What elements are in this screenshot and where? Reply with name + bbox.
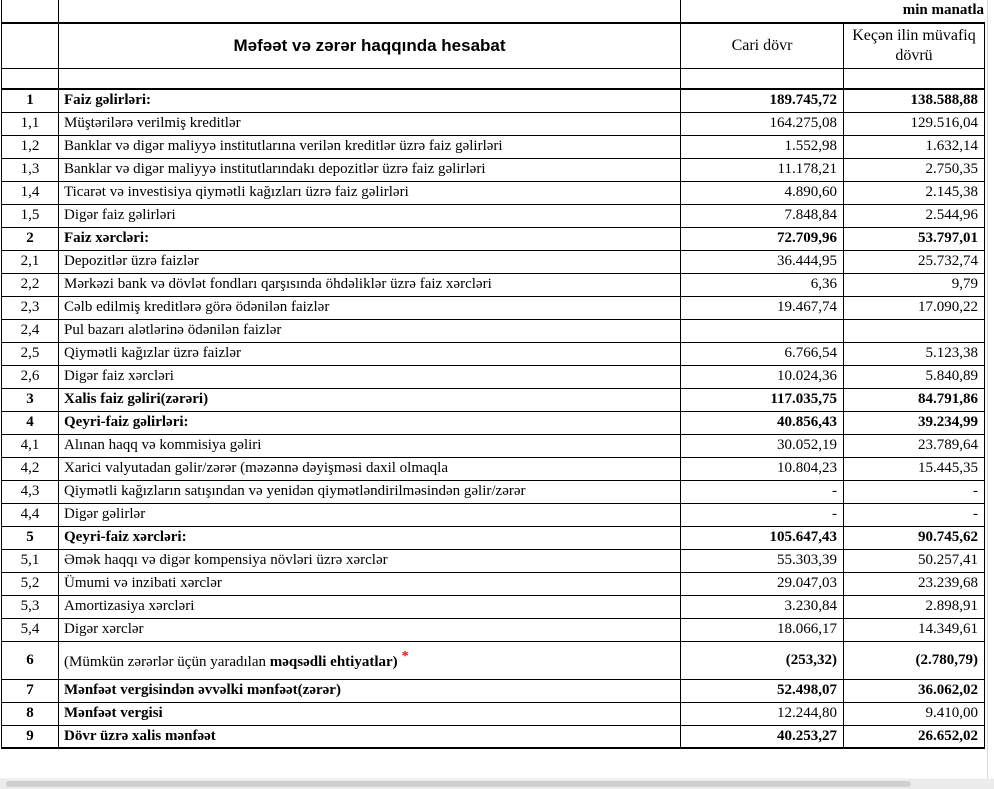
spacer-cell: [844, 68, 985, 89]
row-previous-value-cell: 2.750,35: [844, 158, 985, 181]
row-current-value-cell: 19.467,74: [681, 296, 844, 319]
table-row: [2, 503, 985, 526]
table-row: [2, 595, 985, 618]
row-label-cell: Digər xərclər: [59, 618, 681, 641]
footnote-asterisk: *: [401, 649, 409, 664]
row-current-value-cell: (253,32): [681, 641, 844, 679]
row-number-cell: 4,4: [2, 503, 59, 526]
row-current-value-cell: -: [681, 480, 844, 503]
table-row: [2, 702, 985, 725]
row-previous-value-cell: 15.445,35: [844, 457, 985, 480]
row-number-cell: 5,1: [2, 549, 59, 572]
row-label-cell: Dövr üzrə xalis mənfəət: [59, 725, 681, 748]
row-label-cell: Mərkəzi bank və dövlət fondları qarşısında öhdəliklər üzrə faiz xərcləri: [59, 273, 681, 296]
row-current-value-cell: 7.848,84: [681, 204, 844, 227]
table-row: [2, 296, 985, 319]
horizontal-scrollbar[interactable]: [0, 778, 994, 789]
row-current-value-cell: 40.856,43: [681, 411, 844, 434]
row-previous-value-cell: 5.840,89: [844, 365, 985, 388]
scrollbar-thumb[interactable]: [6, 781, 911, 787]
row-label-cell: Digər gəlirlər: [59, 503, 681, 526]
row-previous-value-cell: 2.145,38: [844, 181, 985, 204]
table-row: [2, 411, 985, 434]
column-header-current-period: Cari dövr: [681, 23, 844, 68]
row-current-value-cell: 4.890,60: [681, 181, 844, 204]
units-label: min manatla: [902, 2, 984, 18]
row-label-cell: [59, 641, 681, 679]
row-previous-value-cell: 14.349,61: [844, 618, 985, 641]
row-label-cell: Ümumi və inzibati xərclər: [59, 572, 681, 595]
row-number-cell: 2,6: [2, 365, 59, 388]
row-current-value-cell: 1.552,98: [681, 135, 844, 158]
row-previous-value-cell: 1.632,14: [844, 135, 985, 158]
row-current-value-cell: 18.066,17: [681, 618, 844, 641]
table-row: [2, 618, 985, 641]
table-row: [2, 227, 985, 250]
row-label-cell: Mənfəət vergisindən əvvəlki mənfəət(zərər): [59, 679, 681, 702]
row-number-cell: 3: [2, 388, 59, 411]
row-label-cell: Pul bazarı alətlərinə ödənilən faizlər: [59, 319, 681, 342]
row-label-cell: Digər faiz gəlirləri: [59, 204, 681, 227]
row-label-cell: Qeyri-faiz xərcləri:: [59, 526, 681, 549]
table-row: [2, 457, 985, 480]
right-gridline: [987, 0, 988, 778]
row-number-cell: 2,3: [2, 296, 59, 319]
row-current-value-cell: 55.303,39: [681, 549, 844, 572]
row-number-cell: 2,5: [2, 342, 59, 365]
table-row: [2, 342, 985, 365]
row-previous-value-cell: 9,79: [844, 273, 985, 296]
row-label-cell: Xalis faiz gəliri(zərəri): [59, 388, 681, 411]
row-number-cell: 9: [2, 725, 59, 748]
row-current-value-cell: 72.709,96: [681, 227, 844, 250]
row-label-cell: Digər faiz xərcləri: [59, 365, 681, 388]
row-label-bold-part: məqsədli ehtiyatlar): [269, 654, 398, 670]
row-previous-value-cell: 39.234,99: [844, 411, 985, 434]
table-row: [2, 641, 985, 679]
row-label-cell: Banklar və digər maliyyə institutlarına verilən kreditlər üzrə faiz gəlirləri: [59, 135, 681, 158]
row-previous-value-cell: 23.789,64: [844, 434, 985, 457]
row-label-cell: Ticarət və investisiya qiymətli kağızları üzrə faiz gəlirləri: [59, 181, 681, 204]
row-previous-value-cell: 25.732,74: [844, 250, 985, 273]
spacer-cell: [681, 68, 844, 89]
row-number-cell: 1,1: [2, 112, 59, 135]
row-current-value-cell: 29.047,03: [681, 572, 844, 595]
spacer-cell: [2, 68, 59, 89]
row-current-value-cell: 6.766,54: [681, 342, 844, 365]
table-row: [2, 549, 985, 572]
row-current-value-cell: -: [681, 503, 844, 526]
row-number-cell: 2,2: [2, 273, 59, 296]
row-current-value-cell: 40.253,27: [681, 725, 844, 748]
table-row: [2, 204, 985, 227]
row-previous-value-cell: 36.062,02: [844, 679, 985, 702]
row-number-cell: 4,3: [2, 480, 59, 503]
row-label-cell: Əmək haqqı və digər kompensiya növləri üzrə xərclər: [59, 549, 681, 572]
row-previous-value-cell: 17.090,22: [844, 296, 985, 319]
row-current-value-cell: 10.024,36: [681, 365, 844, 388]
row-label-cell: Qeyri-faiz gəlirləri:: [59, 411, 681, 434]
row-current-value-cell: 164.275,08: [681, 112, 844, 135]
gridline-col2: [680, 0, 681, 22]
row-label-cell: Depozitlər üzrə faizlər: [59, 250, 681, 273]
table-row: [2, 89, 985, 112]
row-number-cell: 4,1: [2, 434, 59, 457]
row-label-cell: Müştərilərə verilmiş kreditlər: [59, 112, 681, 135]
row-previous-value-cell: 138.588,88: [844, 89, 985, 112]
top-strip: [0, 0, 984, 22]
row-current-value-cell: 117.035,75: [681, 388, 844, 411]
row-label-cell: Qiymətli kağızların satışından və yenidən qiymətləndirilməsindən gəlir/zərər: [59, 480, 681, 503]
row-previous-value-cell: 84.791,86: [844, 388, 985, 411]
row-label-cell: Xarici valyutadan gəlir/zərər (məzənnə dəyişməsi daxil olmaqla: [59, 457, 681, 480]
row-previous-value-cell: 90.745,62: [844, 526, 985, 549]
table-row: [2, 388, 985, 411]
table-row: [2, 112, 985, 135]
row-number-cell: 2,1: [2, 250, 59, 273]
row-number-cell: 4,2: [2, 457, 59, 480]
row-number-cell: 8: [2, 702, 59, 725]
row-number-cell: 2: [2, 227, 59, 250]
row-current-value-cell: 6,36: [681, 273, 844, 296]
row-previous-value-cell: 129.516,04: [844, 112, 985, 135]
row-number-cell: 5: [2, 526, 59, 549]
table-row: [2, 572, 985, 595]
row-current-value-cell: 3.230,84: [681, 595, 844, 618]
row-previous-value-cell: 2.898,91: [844, 595, 985, 618]
row-previous-value-cell: 50.257,41: [844, 549, 985, 572]
spacer-row: [2, 68, 985, 89]
table-row: [2, 365, 985, 388]
profit-loss-table: [1, 22, 985, 749]
table-row: [2, 434, 985, 457]
row-number-cell: 1: [2, 89, 59, 112]
table-row: [2, 250, 985, 273]
table-header-row: [2, 23, 985, 68]
row-number-cell: 5,4: [2, 618, 59, 641]
row-current-value-cell: 189.745,72: [681, 89, 844, 112]
table-row: [2, 679, 985, 702]
row-label-cell: Faiz gəlirləri:: [59, 89, 681, 112]
column-header-previous-period: Keçən ilin müvafiq dövrü: [844, 23, 985, 68]
row-number-cell: 1,2: [2, 135, 59, 158]
row-label-cell: Banklar və digər maliyyə institutlarındakı depozitlər üzrə faiz gəlirləri: [59, 158, 681, 181]
table-row: [2, 135, 985, 158]
gridline-left: [1, 0, 2, 22]
row-previous-value-cell: -: [844, 503, 985, 526]
row-number-cell: 1,4: [2, 181, 59, 204]
row-current-value-cell: 11.178,21: [681, 158, 844, 181]
row-label-cell: Faiz xərcləri:: [59, 227, 681, 250]
row-current-value-cell: 30.052,19: [681, 434, 844, 457]
gridline-col1: [58, 0, 59, 22]
row-current-value-cell: 105.647,43: [681, 526, 844, 549]
header-number-cell: [2, 23, 59, 68]
row-previous-value-cell: 5.123,38: [844, 342, 985, 365]
row-number-cell: 2,4: [2, 319, 59, 342]
row-current-value-cell: 12.244,80: [681, 702, 844, 725]
row-number-cell: 1,3: [2, 158, 59, 181]
row-previous-value-cell: (2.780,79): [844, 641, 985, 679]
row-current-value-cell: 52.498,07: [681, 679, 844, 702]
row-label-cell: Mənfəət vergisi: [59, 702, 681, 725]
row-previous-value-cell: -: [844, 480, 985, 503]
report-table-body: [2, 89, 985, 748]
row-previous-value-cell: 9.410,00: [844, 702, 985, 725]
row-previous-value-cell: 53.797,01: [844, 227, 985, 250]
row-number-cell: 4: [2, 411, 59, 434]
table-row: [2, 158, 985, 181]
spacer-cell: [59, 68, 681, 89]
row-label-cell: Cəlb edilmiş kreditlərə görə ödənilən faizlər: [59, 296, 681, 319]
row-previous-value-cell: [844, 319, 985, 342]
row-previous-value-cell: 2.544,96: [844, 204, 985, 227]
table-row: [2, 725, 985, 748]
row-label-cell: Alınan haqq və kommisiya gəliri: [59, 434, 681, 457]
row-label-cell: Qiymətli kağızlar üzrə faizlər: [59, 342, 681, 365]
row-current-value-cell: 10.804,23: [681, 457, 844, 480]
row-current-value-cell: [681, 319, 844, 342]
table-row: [2, 319, 985, 342]
table-row: [2, 480, 985, 503]
row-number-cell: 6: [2, 641, 59, 679]
row-label-normal-part: (Mümkün zərərlər üçün yaradılan: [64, 654, 270, 670]
row-number-cell: 1,5: [2, 204, 59, 227]
table-row: [2, 181, 985, 204]
row-previous-value-cell: 26.652,02: [844, 725, 985, 748]
row-number-cell: 5,3: [2, 595, 59, 618]
table-row: [2, 273, 985, 296]
row-number-cell: 7: [2, 679, 59, 702]
row-previous-value-cell: 23.239,68: [844, 572, 985, 595]
table-row: [2, 526, 985, 549]
row-current-value-cell: 36.444,95: [681, 250, 844, 273]
row-label-cell: Amortizasiya xərcləri: [59, 595, 681, 618]
report-title: Məfəət və zərər haqqında hesabat: [59, 23, 681, 68]
row-number-cell: 5,2: [2, 572, 59, 595]
